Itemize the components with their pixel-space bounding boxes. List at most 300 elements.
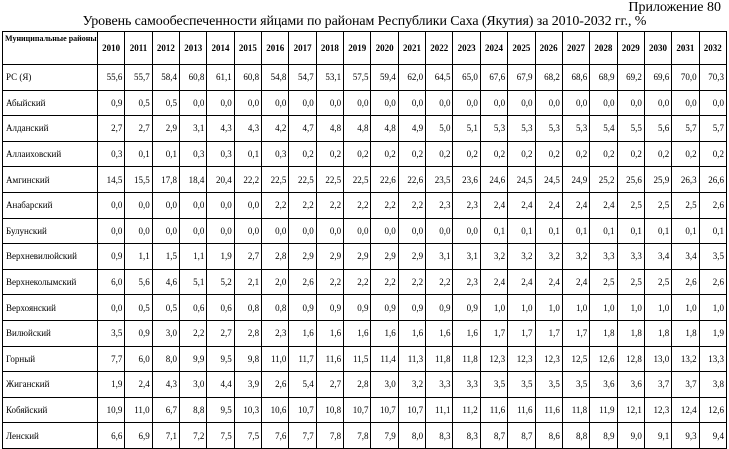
table-cell: 60,8 bbox=[234, 65, 261, 91]
table-cell: 3,3 bbox=[453, 372, 480, 398]
table-cell: 0,0 bbox=[98, 192, 125, 218]
table-cell: 8,8 bbox=[180, 397, 207, 423]
table-cell: 1,6 bbox=[453, 320, 480, 346]
table-cell: 4,8 bbox=[371, 116, 398, 142]
table-cell: 12,6 bbox=[699, 397, 726, 423]
table-cell: 0,2 bbox=[590, 141, 617, 167]
table-cell: 3,1 bbox=[180, 116, 207, 142]
table-cell: 0,0 bbox=[344, 218, 371, 244]
table-cell: 0,2 bbox=[398, 141, 425, 167]
table-row bbox=[3, 397, 727, 423]
table-cell: 2,6 bbox=[289, 269, 316, 295]
table-cell: 0,0 bbox=[125, 218, 152, 244]
table-cell: 3,2 bbox=[562, 244, 589, 270]
table-cell: 2,8 bbox=[344, 372, 371, 398]
table-cell: 24,5 bbox=[508, 167, 535, 193]
table-cell: 2,7 bbox=[207, 320, 234, 346]
table-cell: 11,8 bbox=[453, 346, 480, 372]
table-cell: 1,6 bbox=[316, 320, 343, 346]
table-cell: 2,1 bbox=[234, 269, 261, 295]
table-cell: 2,4 bbox=[480, 269, 507, 295]
table-cell: 9,5 bbox=[207, 346, 234, 372]
table-cell: 0,0 bbox=[234, 218, 261, 244]
table-cell: 0,0 bbox=[453, 218, 480, 244]
table-cell: 5,2 bbox=[207, 269, 234, 295]
row-district-name: Верхоянский bbox=[3, 295, 98, 321]
table-cell: 13,3 bbox=[699, 346, 726, 372]
table-cell: 13,2 bbox=[672, 346, 699, 372]
table-cell: 10,3 bbox=[234, 397, 261, 423]
table-cell: 11,0 bbox=[125, 397, 152, 423]
table-cell: 0,2 bbox=[508, 141, 535, 167]
table-cell: 2,8 bbox=[262, 244, 289, 270]
table-cell: 12,4 bbox=[672, 397, 699, 423]
column-header-year: 2032 bbox=[699, 32, 726, 65]
table-cell: 2,4 bbox=[508, 269, 535, 295]
table-cell: 2,9 bbox=[152, 116, 179, 142]
table-cell: 3,6 bbox=[590, 372, 617, 398]
table-cell: 0,0 bbox=[316, 218, 343, 244]
column-header-year: 2030 bbox=[644, 32, 671, 65]
table-cell: 0,0 bbox=[234, 192, 261, 218]
table-cell: 1,8 bbox=[644, 320, 671, 346]
row-district-name: Вилюйский bbox=[3, 320, 98, 346]
table-cell: 0,0 bbox=[289, 90, 316, 116]
table-cell: 8,6 bbox=[535, 423, 562, 449]
table-cell: 2,4 bbox=[535, 192, 562, 218]
table-cell: 0,1 bbox=[152, 141, 179, 167]
column-header-year: 2018 bbox=[316, 32, 343, 65]
table-cell: 0,6 bbox=[207, 295, 234, 321]
table-cell: 14,5 bbox=[98, 167, 125, 193]
column-header-year: 2026 bbox=[535, 32, 562, 65]
table-cell: 0,0 bbox=[699, 90, 726, 116]
table-cell: 3,0 bbox=[371, 372, 398, 398]
column-header-year: 2022 bbox=[426, 32, 453, 65]
table-cell: 11,3 bbox=[398, 346, 425, 372]
table-cell: 25,6 bbox=[617, 167, 644, 193]
table-cell: 0,0 bbox=[398, 90, 425, 116]
table-cell: 0,1 bbox=[480, 218, 507, 244]
table-cell: 3,5 bbox=[562, 372, 589, 398]
table-cell: 4,8 bbox=[344, 116, 371, 142]
table-cell: 3,0 bbox=[152, 320, 179, 346]
table-cell: 1,9 bbox=[98, 372, 125, 398]
page-title: Уровень самообеспеченности яйцами по районам Республики Саха (Якутия) за 2010-2032 гг., % bbox=[82, 14, 647, 29]
table-cell: 25,9 bbox=[644, 167, 671, 193]
table-cell: 1,9 bbox=[699, 320, 726, 346]
table-cell: 2,6 bbox=[699, 192, 726, 218]
table-cell: 18,4 bbox=[180, 167, 207, 193]
table-cell: 0,1 bbox=[234, 141, 261, 167]
column-header-year: 2029 bbox=[617, 32, 644, 65]
table-cell: 11,1 bbox=[426, 397, 453, 423]
table-cell: 1,0 bbox=[535, 295, 562, 321]
table-cell: 5,7 bbox=[672, 116, 699, 142]
table-cell: 0,0 bbox=[344, 90, 371, 116]
table-cell: 8,3 bbox=[426, 423, 453, 449]
table-cell: 2,5 bbox=[644, 192, 671, 218]
table-cell: 3,2 bbox=[535, 244, 562, 270]
table-cell: 5,3 bbox=[535, 116, 562, 142]
table-cell: 0,0 bbox=[180, 218, 207, 244]
row-district-name: Горный bbox=[3, 346, 98, 372]
table-cell: 0,9 bbox=[426, 295, 453, 321]
table-cell: 9,3 bbox=[672, 423, 699, 449]
table-cell: 9,1 bbox=[644, 423, 671, 449]
table-cell: 11,4 bbox=[371, 346, 398, 372]
table-cell: 20,4 bbox=[207, 167, 234, 193]
table-cell: 9,9 bbox=[180, 346, 207, 372]
table-cell: 11,6 bbox=[480, 397, 507, 423]
column-header-year: 2021 bbox=[398, 32, 425, 65]
table-cell: 9,4 bbox=[699, 423, 726, 449]
table-cell: 0,3 bbox=[207, 141, 234, 167]
table-cell: 10,7 bbox=[371, 397, 398, 423]
table-cell: 0,9 bbox=[344, 295, 371, 321]
table-cell: 2,2 bbox=[398, 269, 425, 295]
table-cell: 2,2 bbox=[316, 269, 343, 295]
table-cell: 1,0 bbox=[508, 295, 535, 321]
table-cell: 11,5 bbox=[344, 346, 371, 372]
table-cell: 3,5 bbox=[535, 372, 562, 398]
table-cell: 0,0 bbox=[398, 218, 425, 244]
table-cell: 1,8 bbox=[672, 320, 699, 346]
table-cell: 9,0 bbox=[617, 423, 644, 449]
table-cell: 0,8 bbox=[262, 295, 289, 321]
column-header-year: 2024 bbox=[480, 32, 507, 65]
table-cell: 0,0 bbox=[98, 295, 125, 321]
table-cell: 0,0 bbox=[152, 192, 179, 218]
table-cell: 0,5 bbox=[125, 295, 152, 321]
table-cell: 10,6 bbox=[262, 397, 289, 423]
table-row bbox=[3, 167, 727, 193]
row-district-name: Аллаиховский bbox=[3, 141, 98, 167]
table-cell: 59,4 bbox=[371, 65, 398, 91]
table-cell: 4,4 bbox=[207, 372, 234, 398]
row-district-name: РС (Я) bbox=[3, 65, 98, 91]
table-cell: 0,1 bbox=[535, 218, 562, 244]
table-cell: 7,8 bbox=[316, 423, 343, 449]
row-district-name: Абыйский bbox=[3, 90, 98, 116]
table-row bbox=[3, 192, 727, 218]
table-cell: 67,6 bbox=[480, 65, 507, 91]
table-cell: 0,1 bbox=[125, 141, 152, 167]
table-cell: 2,3 bbox=[262, 320, 289, 346]
column-header-year: 2015 bbox=[234, 32, 261, 65]
table-row bbox=[3, 372, 727, 398]
table-cell: 1,1 bbox=[125, 244, 152, 270]
table-cell: 0,0 bbox=[316, 90, 343, 116]
table-cell: 0,2 bbox=[617, 141, 644, 167]
table-cell: 0,0 bbox=[672, 90, 699, 116]
table-cell: 7,5 bbox=[207, 423, 234, 449]
table-cell: 0,0 bbox=[207, 90, 234, 116]
table-cell: 68,6 bbox=[562, 65, 589, 91]
table-row bbox=[3, 346, 727, 372]
table-cell: 61,1 bbox=[207, 65, 234, 91]
table-cell: 3,5 bbox=[699, 244, 726, 270]
table-cell: 4,3 bbox=[234, 116, 261, 142]
table-cell: 2,5 bbox=[590, 269, 617, 295]
table-cell: 55,7 bbox=[125, 65, 152, 91]
table-cell: 0,2 bbox=[426, 141, 453, 167]
table-cell: 1,7 bbox=[480, 320, 507, 346]
table-cell: 3,5 bbox=[480, 372, 507, 398]
table-cell: 3,1 bbox=[426, 244, 453, 270]
table-cell: 2,2 bbox=[371, 192, 398, 218]
table-cell: 11,6 bbox=[316, 346, 343, 372]
table-cell: 4,8 bbox=[316, 116, 343, 142]
column-header-year: 2014 bbox=[207, 32, 234, 65]
table-cell: 11,8 bbox=[562, 397, 589, 423]
table-cell: 11,7 bbox=[289, 346, 316, 372]
table-cell: 0,1 bbox=[617, 218, 644, 244]
table-cell: 0,2 bbox=[289, 141, 316, 167]
table-cell: 0,1 bbox=[562, 218, 589, 244]
table-cell: 2,5 bbox=[672, 192, 699, 218]
table-cell: 11,9 bbox=[590, 397, 617, 423]
table-cell: 4,3 bbox=[152, 372, 179, 398]
table-cell: 1,6 bbox=[344, 320, 371, 346]
table-cell: 0,0 bbox=[371, 218, 398, 244]
table-cell: 3,1 bbox=[453, 244, 480, 270]
column-header-year: 2011 bbox=[125, 32, 152, 65]
table-cell: 1,0 bbox=[644, 295, 671, 321]
table-cell: 4,6 bbox=[152, 269, 179, 295]
table-cell: 70,0 bbox=[672, 65, 699, 91]
table-cell: 54,8 bbox=[262, 65, 289, 91]
table-cell: 0,0 bbox=[453, 90, 480, 116]
table-cell: 0,2 bbox=[535, 141, 562, 167]
column-header-year: 2031 bbox=[672, 32, 699, 65]
table-cell: 5,3 bbox=[562, 116, 589, 142]
table-cell: 26,3 bbox=[672, 167, 699, 193]
table-cell: 25,2 bbox=[590, 167, 617, 193]
table-cell: 3,9 bbox=[234, 372, 261, 398]
table-cell: 2,2 bbox=[316, 192, 343, 218]
table-cell: 10,7 bbox=[344, 397, 371, 423]
table-cell: 1,8 bbox=[617, 320, 644, 346]
table-cell: 22,6 bbox=[371, 167, 398, 193]
table-cell: 0,5 bbox=[125, 90, 152, 116]
table-cell: 2,2 bbox=[344, 192, 371, 218]
table-cell: 24,5 bbox=[535, 167, 562, 193]
table-cell: 0,0 bbox=[371, 90, 398, 116]
table-row bbox=[3, 116, 727, 142]
table-cell: 1,0 bbox=[562, 295, 589, 321]
column-header-year: 2016 bbox=[262, 32, 289, 65]
table-cell: 22,5 bbox=[262, 167, 289, 193]
table-cell: 3,8 bbox=[699, 372, 726, 398]
table-cell: 0,0 bbox=[480, 90, 507, 116]
table-cell: 22,5 bbox=[344, 167, 371, 193]
table-cell: 0,0 bbox=[152, 218, 179, 244]
table-cell: 2,7 bbox=[316, 372, 343, 398]
table-cell: 7,5 bbox=[234, 423, 261, 449]
table-cell: 2,9 bbox=[398, 244, 425, 270]
table-cell: 0,5 bbox=[152, 295, 179, 321]
table-cell: 64,5 bbox=[426, 65, 453, 91]
table-cell: 7,7 bbox=[289, 423, 316, 449]
table-cell: 12,8 bbox=[617, 346, 644, 372]
table-row bbox=[3, 141, 727, 167]
table-body bbox=[3, 65, 727, 449]
table-cell: 0,0 bbox=[535, 90, 562, 116]
table-cell: 54,7 bbox=[289, 65, 316, 91]
column-header-year: 2023 bbox=[453, 32, 480, 65]
table-cell: 2,4 bbox=[590, 192, 617, 218]
table-cell: 2,6 bbox=[262, 372, 289, 398]
table-cell: 0,0 bbox=[125, 192, 152, 218]
table-cell: 0,2 bbox=[453, 141, 480, 167]
table-cell: 2,9 bbox=[316, 244, 343, 270]
table-cell: 0,9 bbox=[98, 90, 125, 116]
row-district-name: Булунский bbox=[3, 218, 98, 244]
table-row bbox=[3, 269, 727, 295]
table-cell: 8,7 bbox=[508, 423, 535, 449]
table-row bbox=[3, 423, 727, 449]
table-cell: 23,5 bbox=[426, 167, 453, 193]
row-district-name: Алданский bbox=[3, 116, 98, 142]
table-cell: 2,4 bbox=[125, 372, 152, 398]
row-district-name: Верхневилюйский bbox=[3, 244, 98, 270]
table-cell: 5,0 bbox=[426, 116, 453, 142]
table-cell: 10,7 bbox=[398, 397, 425, 423]
table-cell: 2,3 bbox=[453, 192, 480, 218]
column-header-year: 2027 bbox=[562, 32, 589, 65]
table-cell: 2,7 bbox=[234, 244, 261, 270]
table-cell: 0,2 bbox=[562, 141, 589, 167]
table-cell: 5,5 bbox=[617, 116, 644, 142]
table-cell: 3,4 bbox=[672, 244, 699, 270]
table-cell: 55,6 bbox=[98, 65, 125, 91]
table-cell: 0,0 bbox=[289, 218, 316, 244]
table-cell: 7,7 bbox=[98, 346, 125, 372]
table-cell: 1,7 bbox=[535, 320, 562, 346]
table-cell: 13,0 bbox=[644, 346, 671, 372]
column-header-year: 2019 bbox=[344, 32, 371, 65]
table-cell: 5,3 bbox=[508, 116, 535, 142]
table-cell: 5,6 bbox=[644, 116, 671, 142]
table-cell: 1,6 bbox=[398, 320, 425, 346]
table-cell: 0,0 bbox=[426, 218, 453, 244]
column-header-year: 2013 bbox=[180, 32, 207, 65]
table-cell: 62,0 bbox=[398, 65, 425, 91]
table-cell: 4,7 bbox=[289, 116, 316, 142]
table-cell: 2,5 bbox=[644, 269, 671, 295]
table-cell: 0,2 bbox=[371, 141, 398, 167]
table-cell: 2,2 bbox=[426, 269, 453, 295]
table-cell: 8,8 bbox=[562, 423, 589, 449]
table-cell: 0,1 bbox=[644, 218, 671, 244]
table-cell: 2,7 bbox=[98, 116, 125, 142]
table-cell: 0,1 bbox=[699, 218, 726, 244]
table-cell: 0,6 bbox=[180, 295, 207, 321]
table-cell: 6,6 bbox=[98, 423, 125, 449]
table-cell: 2,4 bbox=[562, 269, 589, 295]
table-cell: 4,2 bbox=[262, 116, 289, 142]
table-cell: 0,0 bbox=[262, 90, 289, 116]
table-cell: 0,0 bbox=[508, 90, 535, 116]
table-cell: 2,3 bbox=[426, 192, 453, 218]
table-cell: 23,6 bbox=[453, 167, 480, 193]
column-header-year: 2010 bbox=[98, 32, 125, 65]
table-cell: 12,1 bbox=[617, 397, 644, 423]
table-cell: 24,6 bbox=[480, 167, 507, 193]
table-cell: 1,6 bbox=[289, 320, 316, 346]
table-cell: 2,2 bbox=[289, 192, 316, 218]
table-cell: 69,2 bbox=[617, 65, 644, 91]
table-cell: 2,4 bbox=[535, 269, 562, 295]
table-cell: 1,0 bbox=[617, 295, 644, 321]
table-cell: 1,6 bbox=[371, 320, 398, 346]
table-cell: 2,9 bbox=[289, 244, 316, 270]
table-cell: 2,0 bbox=[262, 269, 289, 295]
table-cell: 0,0 bbox=[207, 192, 234, 218]
table-row bbox=[3, 320, 727, 346]
table-cell: 6,7 bbox=[152, 397, 179, 423]
table-cell: 0,9 bbox=[316, 295, 343, 321]
table-cell: 11,6 bbox=[535, 397, 562, 423]
data-table bbox=[2, 31, 727, 449]
table-cell: 0,1 bbox=[508, 218, 535, 244]
table-cell: 1,0 bbox=[480, 295, 507, 321]
table-cell: 0,2 bbox=[672, 141, 699, 167]
row-district-name: Кобяйский bbox=[3, 397, 98, 423]
table-cell: 2,6 bbox=[672, 269, 699, 295]
table-cell: 0,2 bbox=[644, 141, 671, 167]
table-cell: 2,9 bbox=[371, 244, 398, 270]
table-cell: 26,6 bbox=[699, 167, 726, 193]
table-cell: 5,1 bbox=[180, 269, 207, 295]
column-header-year: 2028 bbox=[590, 32, 617, 65]
table-cell: 8,0 bbox=[152, 346, 179, 372]
table-cell: 5,7 bbox=[699, 116, 726, 142]
table-cell: 11,6 bbox=[508, 397, 535, 423]
table-cell: 0,9 bbox=[398, 295, 425, 321]
table-cell: 67,9 bbox=[508, 65, 535, 91]
table-cell: 0,0 bbox=[590, 90, 617, 116]
table-cell: 0,9 bbox=[371, 295, 398, 321]
table-cell: 12,3 bbox=[508, 346, 535, 372]
table-cell: 2,2 bbox=[180, 320, 207, 346]
table-cell: 0,9 bbox=[453, 295, 480, 321]
table-cell: 0,0 bbox=[262, 218, 289, 244]
table-cell: 57,5 bbox=[344, 65, 371, 91]
table-cell: 0,0 bbox=[644, 90, 671, 116]
table-cell: 5,3 bbox=[480, 116, 507, 142]
table-cell: 12,3 bbox=[535, 346, 562, 372]
table-cell: 12,3 bbox=[480, 346, 507, 372]
table-row bbox=[3, 90, 727, 116]
table-cell: 0,1 bbox=[590, 218, 617, 244]
table-cell: 2,5 bbox=[617, 269, 644, 295]
table-cell: 11,0 bbox=[262, 346, 289, 372]
table-cell: 22,2 bbox=[234, 167, 261, 193]
table-cell: 8,7 bbox=[480, 423, 507, 449]
table-cell: 3,4 bbox=[644, 244, 671, 270]
column-header-year: 2012 bbox=[152, 32, 179, 65]
table-cell: 69,6 bbox=[644, 65, 671, 91]
table-cell: 10,9 bbox=[98, 397, 125, 423]
table-cell: 2,2 bbox=[344, 269, 371, 295]
table-cell: 2,4 bbox=[508, 192, 535, 218]
table-cell: 2,2 bbox=[398, 192, 425, 218]
table-header-row bbox=[3, 32, 727, 65]
appendix-number: Приложение 80 bbox=[628, 0, 721, 15]
row-district-name: Верхнеколымский bbox=[3, 269, 98, 295]
